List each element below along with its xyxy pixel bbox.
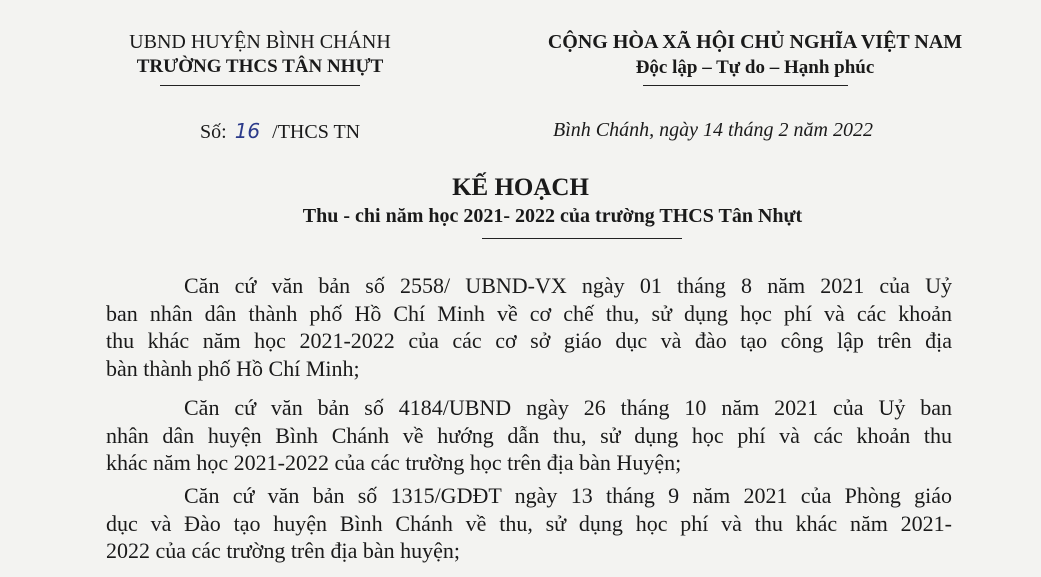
motto-underline: [643, 85, 848, 86]
paragraph-2: [106, 394, 952, 477]
subtitle-underline: [482, 238, 682, 239]
paragraph-line: dục và Đào tạo huyện Bình Chánh về thu, sử dụng học phí và thu khác năm 2021-: [106, 510, 952, 536]
document-title: KẾ HOẠCH: [452, 174, 589, 201]
paragraph-line: Căn cứ văn bản số 1315/GDĐT ngày 13 tháng 9 năm 2021 của Phòng giáo: [184, 483, 952, 508]
paragraph-1: [106, 272, 952, 382]
national-motto: Độc lập – Tự do – Hạnh phúc: [635, 57, 875, 78]
paragraph-line: Căn cứ văn bản số 4184/UBND ngày 26 tháng 10 năm 2021 của Uỷ ban: [184, 395, 952, 420]
paragraph-line: Căn cứ văn bản số 2558/ UBND-VX ngày 01 tháng 8 năm 2021 của Uỷ: [184, 273, 952, 298]
document-number: [200, 119, 360, 144]
issuing-authority: UBND HUYỆN BÌNH CHÁNH: [129, 31, 391, 53]
paragraph-line: thu khác năm học 2021-2022 của các cơ sở giáo dục và đào tạo công lập trên địa: [106, 328, 952, 353]
paragraph-line: nhân dân huyện Bình Chánh về hướng dẫn thu, sử dụng học phí và các khoản thu: [106, 422, 952, 448]
paragraph-line: khác năm học 2021-2022 của các trường học trên địa bàn Huyện;: [106, 450, 682, 475]
paragraph-line: 2022 của các trường trên địa bàn huyện;: [106, 538, 461, 563]
paragraph-line: ban nhân dân thành phố Hồ Chí Minh về cơ chế thu, sử dụng học phí và các khoản: [106, 300, 952, 326]
document-date: Bình Chánh, ngày 14 tháng 2 năm 2022: [553, 119, 873, 141]
school-name: TRƯỜNG THCS TÂN NHỰT: [136, 56, 384, 77]
document-number-suffix: /THCS TN: [272, 121, 361, 143]
paragraph-line: bàn thành phố Hồ Chí Minh;: [106, 355, 360, 381]
school-name-underline: [160, 85, 360, 86]
paragraph-3: [106, 482, 952, 565]
national-title: CỘNG HÒA XÃ HỘI CHỦ NGHĨA VIỆT NAM: [547, 31, 963, 53]
document-number-label: Số:: [200, 121, 227, 143]
document-subtitle: Thu - chi năm học 2021- 2022 của trường THCS Tân Nhựt: [302, 205, 803, 227]
document-number-handwritten: 16: [234, 119, 261, 143]
